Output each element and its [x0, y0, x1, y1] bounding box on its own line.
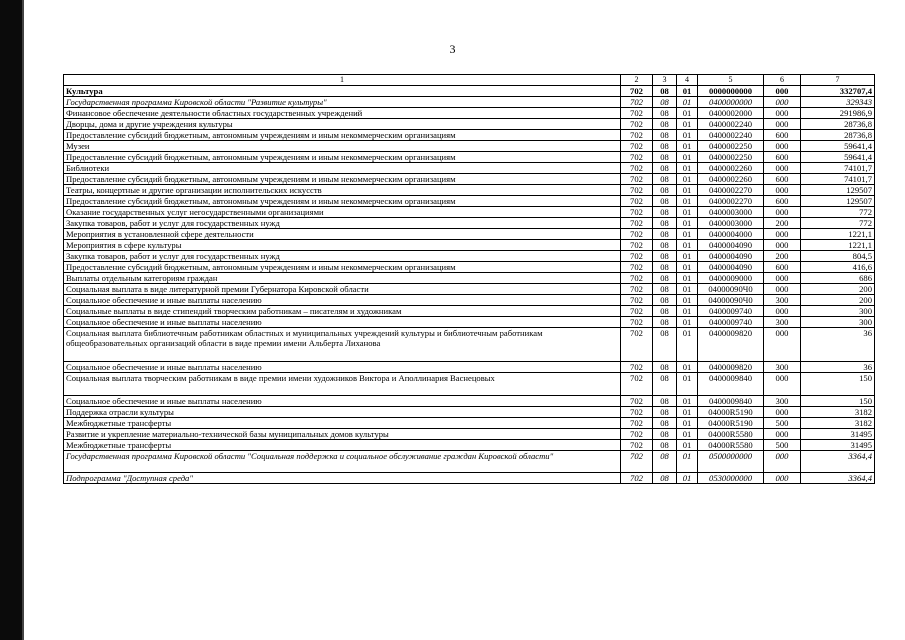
amount-cell: 74101,7: [801, 174, 875, 185]
table-row: [64, 141, 875, 152]
target-article-cell: 0400002260: [698, 174, 764, 185]
subsection-code-cell: 01: [677, 317, 698, 328]
expense-type-cell: 600: [764, 196, 801, 207]
expense-name-cell: Предоставление субсидий бюджетным, автономным учреждениям и иным некоммерческим организациям: [64, 196, 621, 207]
section-code-cell: 08: [653, 418, 677, 429]
expense-name-cell: Социальные выплаты в виде стипендий творческим работникам – писателям и художникам: [64, 306, 621, 317]
ministry-code-cell: 702: [621, 473, 653, 484]
section-code-cell: 08: [653, 229, 677, 240]
target-article-cell: 0400002240: [698, 130, 764, 141]
amount-cell: 31495: [801, 440, 875, 451]
ministry-code-cell: 702: [621, 185, 653, 196]
section-code-cell: 08: [653, 473, 677, 484]
target-article-cell: 0400003000: [698, 218, 764, 229]
amount-cell: 59641,4: [801, 141, 875, 152]
ministry-code-cell: 702: [621, 97, 653, 108]
column-header: 7: [801, 75, 875, 86]
amount-cell: 28736,8: [801, 119, 875, 130]
amount-cell: 36: [801, 328, 875, 362]
ministry-code-cell: 702: [621, 328, 653, 362]
amount-cell: 31495: [801, 429, 875, 440]
ministry-code-cell: 702: [621, 396, 653, 407]
column-number-row: [64, 75, 875, 86]
expense-type-cell: 200: [764, 218, 801, 229]
subsection-code-cell: 01: [677, 196, 698, 207]
expense-name-cell: Театры, концертные и другие организации исполнительских искусств: [64, 185, 621, 196]
amount-cell: 804,5: [801, 251, 875, 262]
expense-name-cell: Социальная выплата библиотечным работникам областных и муниципальных учреждений культуры и библиотечным работникам общеобразовательных организаций области в виде премии имени Альберта Лиханова: [64, 328, 621, 362]
table-row: [64, 317, 875, 328]
section-code-cell: 08: [653, 317, 677, 328]
amount-cell: 1221,1: [801, 229, 875, 240]
table-row: [64, 218, 875, 229]
expense-type-cell: 000: [764, 306, 801, 317]
subsection-code-cell: 01: [677, 262, 698, 273]
ministry-code-cell: 702: [621, 284, 653, 295]
target-article-cell: 0400002270: [698, 196, 764, 207]
ministry-code-cell: 702: [621, 429, 653, 440]
section-code-cell: 08: [653, 185, 677, 196]
target-article-cell: 0400002270: [698, 185, 764, 196]
table-row: [64, 240, 875, 251]
subsection-code-cell: 01: [677, 306, 698, 317]
subsection-code-cell: 01: [677, 130, 698, 141]
ministry-code-cell: 702: [621, 273, 653, 284]
amount-cell: 772: [801, 218, 875, 229]
section-code-cell: 08: [653, 284, 677, 295]
section-code-cell: 08: [653, 373, 677, 396]
section-code-cell: 08: [653, 141, 677, 152]
ministry-code-cell: 702: [621, 108, 653, 119]
ministry-code-cell: 702: [621, 451, 653, 473]
amount-cell: 74101,7: [801, 163, 875, 174]
subsection-code-cell: 01: [677, 229, 698, 240]
table-row: [64, 328, 875, 362]
table-row: [64, 130, 875, 141]
ministry-code-cell: 702: [621, 251, 653, 262]
expense-type-cell: 000: [764, 108, 801, 119]
expense-name-cell: Государственная программа Кировской области "Социальная поддержка и социальное обслуживание граждан Кировской области": [64, 451, 621, 473]
ministry-code-cell: 702: [621, 174, 653, 185]
expense-type-cell: 000: [764, 407, 801, 418]
table-row: [64, 440, 875, 451]
scan-edge-shadow: [22, 0, 24, 640]
section-code-cell: 08: [653, 240, 677, 251]
expense-type-cell: 300: [764, 317, 801, 328]
subsection-code-cell: 01: [677, 251, 698, 262]
table-row: [64, 396, 875, 407]
subsection-code-cell: 01: [677, 240, 698, 251]
table-row: [64, 273, 875, 284]
expense-name-cell: Библиотеки: [64, 163, 621, 174]
expense-type-cell: 000: [764, 207, 801, 218]
ministry-code-cell: 702: [621, 407, 653, 418]
expense-name-cell: Закупка товаров, работ и услуг для государственных нужд: [64, 218, 621, 229]
expense-name-cell: Социальная выплата в виде литературной премии Губернатора Кировской области: [64, 284, 621, 295]
expense-type-cell: 000: [764, 185, 801, 196]
expense-type-cell: 000: [764, 163, 801, 174]
column-header: 4: [677, 75, 698, 86]
target-article-cell: 0400009820: [698, 362, 764, 373]
subsection-code-cell: 01: [677, 119, 698, 130]
amount-cell: 200: [801, 284, 875, 295]
expense-name-cell: Предоставление субсидий бюджетным, автономным учреждениям и иным некоммерческим организациям: [64, 262, 621, 273]
table-row: [64, 119, 875, 130]
expense-type-cell: 000: [764, 284, 801, 295]
expense-type-cell: 300: [764, 362, 801, 373]
target-article-cell: 04000R5580: [698, 429, 764, 440]
amount-cell: 3182: [801, 407, 875, 418]
expense-type-cell: 600: [764, 130, 801, 141]
subsection-code-cell: 01: [677, 396, 698, 407]
target-article-cell: 0500000000: [698, 451, 764, 473]
table-row: [64, 185, 875, 196]
expense-type-cell: 600: [764, 174, 801, 185]
amount-cell: 3182: [801, 418, 875, 429]
target-article-cell: 04000090Ч0: [698, 284, 764, 295]
amount-cell: 1221,1: [801, 240, 875, 251]
section-code-cell: 08: [653, 273, 677, 284]
amount-cell: 772: [801, 207, 875, 218]
expense-name-cell: Социальное обеспечение и иные выплаты населению: [64, 362, 621, 373]
ministry-code-cell: 702: [621, 295, 653, 306]
table-row: [64, 451, 875, 473]
expense-type-cell: 000: [764, 229, 801, 240]
subsection-code-cell: 01: [677, 207, 698, 218]
section-code-cell: 08: [653, 196, 677, 207]
table-row: [64, 306, 875, 317]
expense-name-cell: Дворцы, дома и другие учреждения культуры: [64, 119, 621, 130]
table-row: [64, 251, 875, 262]
subsection-code-cell: 01: [677, 218, 698, 229]
ministry-code-cell: 702: [621, 86, 653, 97]
subsection-code-cell: 01: [677, 440, 698, 451]
amount-cell: 150: [801, 396, 875, 407]
expense-type-cell: 000: [764, 473, 801, 484]
ministry-code-cell: 702: [621, 362, 653, 373]
amount-cell: 300: [801, 317, 875, 328]
amount-cell: 3364,4: [801, 473, 875, 484]
table-row: [64, 429, 875, 440]
expense-type-cell: 000: [764, 119, 801, 130]
table-row: [64, 174, 875, 185]
ministry-code-cell: 702: [621, 152, 653, 163]
section-code-cell: 08: [653, 97, 677, 108]
expense-name-cell: Межбюджетные трансферты: [64, 418, 621, 429]
page-number: 3: [449, 42, 456, 56]
target-article-cell: 0400002240: [698, 119, 764, 130]
column-header: 3: [653, 75, 677, 86]
subsection-code-cell: 01: [677, 407, 698, 418]
table-row: [64, 284, 875, 295]
expense-name-cell: Музеи: [64, 141, 621, 152]
expense-name-cell: Выплаты отдельным категориям граждан: [64, 273, 621, 284]
subsection-code-cell: 01: [677, 328, 698, 362]
amount-cell: 200: [801, 295, 875, 306]
target-article-cell: 0400009840: [698, 396, 764, 407]
section-code-cell: 08: [653, 328, 677, 362]
subsection-code-cell: 01: [677, 152, 698, 163]
target-article-cell: 0400004000: [698, 229, 764, 240]
ministry-code-cell: 702: [621, 207, 653, 218]
table-row: [64, 373, 875, 396]
expense-type-cell: 000: [764, 328, 801, 362]
expense-type-cell: 600: [764, 262, 801, 273]
column-header: 6: [764, 75, 801, 86]
table-row: [64, 207, 875, 218]
subsection-code-cell: 01: [677, 174, 698, 185]
subsection-code-cell: 01: [677, 473, 698, 484]
expense-type-cell: 000: [764, 97, 801, 108]
expense-name-cell: Государственная программа Кировской области "Развитие культуры": [64, 97, 621, 108]
amount-cell: 59641,4: [801, 152, 875, 163]
section-code-cell: 08: [653, 174, 677, 185]
target-article-cell: 0400000000: [698, 97, 764, 108]
subsection-code-cell: 01: [677, 163, 698, 174]
expense-type-cell: 300: [764, 396, 801, 407]
section-code-cell: 08: [653, 163, 677, 174]
ministry-code-cell: 702: [621, 373, 653, 396]
subsection-code-cell: 01: [677, 451, 698, 473]
section-code-cell: 08: [653, 362, 677, 373]
column-header: 5: [698, 75, 764, 86]
ministry-code-cell: 702: [621, 306, 653, 317]
amount-cell: 36: [801, 362, 875, 373]
section-code-cell: 08: [653, 108, 677, 119]
expense-name-cell: Финансовое обеспечение деятельности областных государственных учреждений: [64, 108, 621, 119]
section-code-cell: 08: [653, 218, 677, 229]
amount-cell: 686: [801, 273, 875, 284]
subsection-code-cell: 01: [677, 141, 698, 152]
expense-type-cell: 600: [764, 152, 801, 163]
table-row: [64, 152, 875, 163]
ministry-code-cell: 702: [621, 141, 653, 152]
target-article-cell: 0400002250: [698, 141, 764, 152]
target-article-cell: 04000R5190: [698, 407, 764, 418]
section-code-cell: 08: [653, 451, 677, 473]
ministry-code-cell: 702: [621, 240, 653, 251]
section-code-cell: 08: [653, 429, 677, 440]
amount-cell: 416,6: [801, 262, 875, 273]
ministry-code-cell: 702: [621, 163, 653, 174]
section-code-cell: 08: [653, 262, 677, 273]
expense-type-cell: 300: [764, 295, 801, 306]
target-article-cell: 0400002250: [698, 152, 764, 163]
target-article-cell: 0400009820: [698, 328, 764, 362]
expense-name-cell: Подпрограмма "Доступная среда": [64, 473, 621, 484]
section-code-cell: 08: [653, 152, 677, 163]
section-code-cell: 08: [653, 119, 677, 130]
section-code-cell: 08: [653, 130, 677, 141]
amount-cell: 129507: [801, 185, 875, 196]
table-row: [64, 407, 875, 418]
ministry-code-cell: 702: [621, 218, 653, 229]
expense-name-cell: Социальная выплата творческим работникам в виде премии имени художников Виктора и Аполлинария Васнецовых: [64, 373, 621, 396]
amount-cell: 291986,9: [801, 108, 875, 119]
subsection-code-cell: 01: [677, 273, 698, 284]
amount-cell: 150: [801, 373, 875, 396]
table-row: [64, 196, 875, 207]
section-code-cell: 08: [653, 86, 677, 97]
table-row: [64, 163, 875, 174]
table-row: [64, 97, 875, 108]
ministry-code-cell: 702: [621, 262, 653, 273]
target-article-cell: 0400004090: [698, 240, 764, 251]
expense-name-cell: Социальное обеспечение и иные выплаты населению: [64, 295, 621, 306]
expense-name-cell: Мероприятия в сфере культуры: [64, 240, 621, 251]
target-article-cell: 0400004090: [698, 251, 764, 262]
expense-name-cell: Мероприятия в установленной сфере деятельности: [64, 229, 621, 240]
column-header: 1: [64, 75, 621, 86]
section-code-cell: 08: [653, 440, 677, 451]
table-row: [64, 86, 875, 97]
target-article-cell: 04000R5190: [698, 418, 764, 429]
expense-type-cell: 500: [764, 440, 801, 451]
expense-type-cell: 000: [764, 141, 801, 152]
table-row: [64, 262, 875, 273]
table-row: [64, 108, 875, 119]
expense-type-cell: 500: [764, 418, 801, 429]
target-article-cell: 04000090Ч0: [698, 295, 764, 306]
target-article-cell: 0400002260: [698, 163, 764, 174]
subsection-code-cell: 01: [677, 373, 698, 396]
target-article-cell: 0400009000: [698, 273, 764, 284]
section-code-cell: 08: [653, 295, 677, 306]
section-code-cell: 08: [653, 251, 677, 262]
expense-type-cell: 000: [764, 373, 801, 396]
amount-cell: 300: [801, 306, 875, 317]
subsection-code-cell: 01: [677, 108, 698, 119]
amount-cell: 28736,8: [801, 130, 875, 141]
expense-type-cell: 200: [764, 251, 801, 262]
amount-cell: 329343: [801, 97, 875, 108]
table-row: [64, 295, 875, 306]
expense-name-cell: Социальное обеспечение и иные выплаты населению: [64, 317, 621, 328]
table-row: [64, 362, 875, 373]
ministry-code-cell: 702: [621, 196, 653, 207]
expense-name-cell: Поддержка отрасли культуры: [64, 407, 621, 418]
section-code-cell: 08: [653, 407, 677, 418]
ministry-code-cell: 702: [621, 229, 653, 240]
target-article-cell: 0400003000: [698, 207, 764, 218]
expense-type-cell: 000: [764, 451, 801, 473]
budget-table: [63, 74, 875, 484]
subsection-code-cell: 01: [677, 284, 698, 295]
expense-name-cell: Предоставление субсидий бюджетным, автономным учреждениям и иным некоммерческим организациям: [64, 130, 621, 141]
expense-type-cell: 000: [764, 240, 801, 251]
target-article-cell: 0400009840: [698, 373, 764, 396]
expense-name-cell: Культура: [64, 86, 621, 97]
ministry-code-cell: 702: [621, 130, 653, 141]
expense-name-cell: Оказание государственных услуг негосударственными организациями: [64, 207, 621, 218]
expense-type-cell: 000: [764, 429, 801, 440]
subsection-code-cell: 01: [677, 429, 698, 440]
amount-cell: 3364,4: [801, 451, 875, 473]
ministry-code-cell: 702: [621, 418, 653, 429]
table-row: [64, 229, 875, 240]
target-article-cell: 0530000000: [698, 473, 764, 484]
expense-name-cell: Развитие и укрепление материально-технической базы муниципальных домов культуры: [64, 429, 621, 440]
amount-cell: 129507: [801, 196, 875, 207]
expense-name-cell: Социальное обеспечение и иные выплаты населению: [64, 396, 621, 407]
subsection-code-cell: 01: [677, 418, 698, 429]
subsection-code-cell: 01: [677, 295, 698, 306]
section-code-cell: 08: [653, 396, 677, 407]
scan-edge: [0, 0, 22, 640]
section-code-cell: 08: [653, 207, 677, 218]
amount-cell: 332707,4: [801, 86, 875, 97]
ministry-code-cell: 702: [621, 440, 653, 451]
target-article-cell: 04000R5580: [698, 440, 764, 451]
subsection-code-cell: 01: [677, 86, 698, 97]
section-code-cell: 08: [653, 306, 677, 317]
subsection-code-cell: 01: [677, 362, 698, 373]
table-row: [64, 418, 875, 429]
target-article-cell: 0000000000: [698, 86, 764, 97]
expense-name-cell: Предоставление субсидий бюджетным, автономным учреждениям и иным некоммерческим организациям: [64, 174, 621, 185]
ministry-code-cell: 702: [621, 317, 653, 328]
table-row: [64, 473, 875, 484]
column-header: 2: [621, 75, 653, 86]
target-article-cell: 0400009740: [698, 306, 764, 317]
expense-name-cell: Межбюджетные трансферты: [64, 440, 621, 451]
target-article-cell: 0400002000: [698, 108, 764, 119]
ministry-code-cell: 702: [621, 119, 653, 130]
expense-type-cell: 000: [764, 86, 801, 97]
subsection-code-cell: 01: [677, 185, 698, 196]
expense-type-cell: 000: [764, 273, 801, 284]
expense-name-cell: Предоставление субсидий бюджетным, автономным учреждениям и иным некоммерческим организациям: [64, 152, 621, 163]
target-article-cell: 0400009740: [698, 317, 764, 328]
subsection-code-cell: 01: [677, 97, 698, 108]
target-article-cell: 0400004090: [698, 262, 764, 273]
expense-name-cell: Закупка товаров, работ и услуг для государственных нужд: [64, 251, 621, 262]
